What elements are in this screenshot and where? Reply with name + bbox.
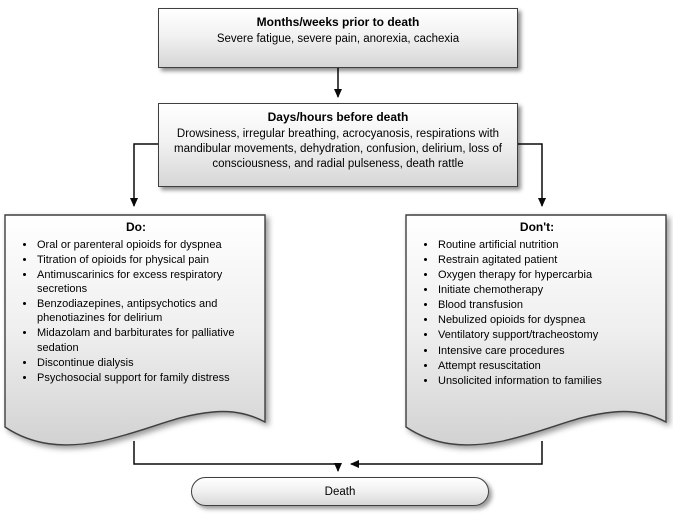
dont-box-title: Don't:	[519, 220, 555, 234]
do-item: • Discontinue dialysis	[36, 356, 258, 370]
months-weeks-box	[158, 8, 518, 68]
dont-item: • Attempt resuscitation	[437, 359, 659, 373]
months-weeks-title: Months/weeks prior to death	[256, 15, 420, 29]
do-box-content	[14, 220, 258, 386]
do-item: • Benzodiazepines, antipsychotics and phenotiazines for delirium	[36, 297, 258, 325]
days-hours-box	[158, 103, 518, 187]
dont-item: • Initiate chemotherapy	[437, 283, 659, 297]
do-item: • Antimuscarinics for excess respiratory secretions	[36, 268, 258, 296]
do-box	[4, 214, 266, 454]
dont-box-content	[415, 220, 659, 389]
dont-bullet-list	[415, 238, 659, 388]
dont-item: • Intensive care procedures	[437, 344, 659, 358]
death-box	[191, 477, 489, 506]
arrow-days-to-do	[134, 144, 158, 206]
dont-item: • Oxygen therapy for hypercarbia	[437, 268, 659, 282]
dont-item: • Blood transfusion	[437, 298, 659, 312]
dont-box	[405, 214, 667, 454]
death-label: Death	[324, 485, 356, 498]
dont-item: • Restrain agitated patient	[437, 253, 659, 267]
dont-item: • Ventilatory support/tracheostomy	[437, 328, 659, 342]
do-bullet-list	[14, 238, 258, 385]
do-box-title: Do:	[126, 220, 146, 234]
do-item: • Psychosocial support for family distress	[36, 371, 258, 385]
dont-item: • Routine artificial nutrition	[437, 238, 659, 252]
months-weeks-body: Severe fatigue, severe pain, anorexia, cachexia	[216, 33, 460, 45]
dont-item: • Unsolicited information to families	[437, 374, 659, 388]
days-hours-title: Days/hours before death	[267, 110, 409, 124]
arrow-days-to-dont	[518, 144, 542, 206]
do-item: • Oral or parenteral opioids for dyspnea	[36, 238, 258, 252]
do-item: • Titration of opioids for physical pain	[36, 253, 258, 267]
dont-item: • Nebulized opioids for dyspnea	[437, 313, 659, 327]
days-hours-body: Drowsiness, irregular breathing, acrocyanosis, respirations with mandibular movements, dehydration, confusion, delirium, loss of consciousness, and radial pulseness, death rattle	[174, 128, 502, 170]
do-item: • Midazolam and barbiturates for palliative sedation	[36, 326, 258, 354]
